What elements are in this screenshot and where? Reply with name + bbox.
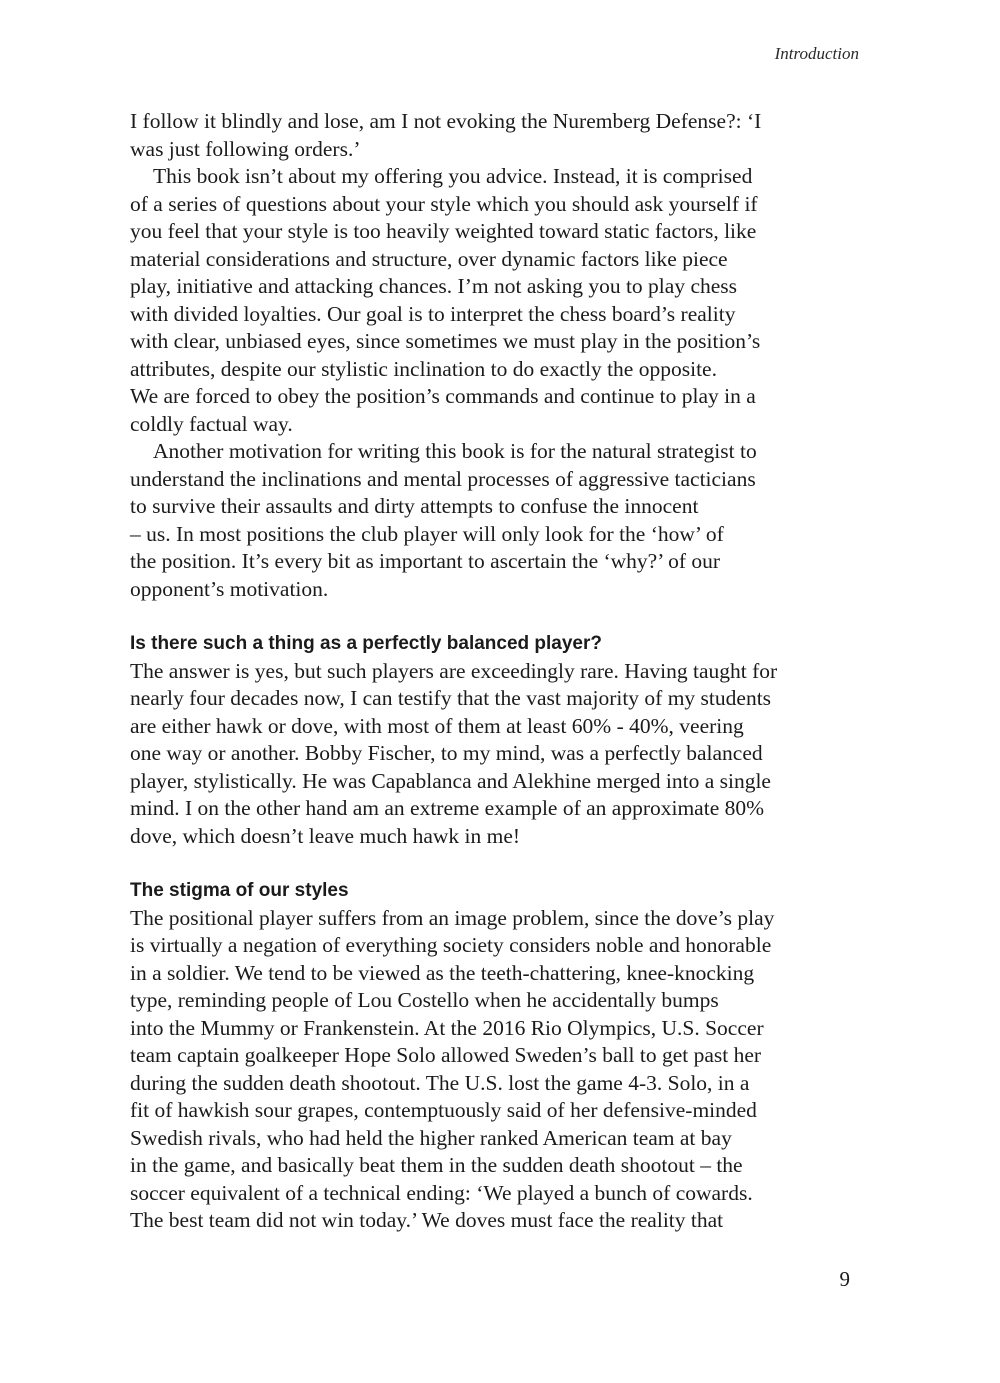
paragraph xyxy=(130,108,867,163)
text-line: understand the inclinations and mental processes of aggressive tacticians xyxy=(130,466,756,491)
text-line: into the Mummy or Frankenstein. At the 2016 Rio Olympics, U.S. Soccer xyxy=(130,1015,764,1040)
text-line: mind. I on the other hand am an extreme example of an approximate 80% xyxy=(130,796,765,820)
text-line: The best team did not win today.’ We doves must face the reality that xyxy=(130,1208,724,1232)
page-number: 9 xyxy=(839,1267,850,1291)
text-line: the position. It’s every bit as important to ascertain the ‘why?’ of our xyxy=(130,549,721,573)
text-line: This book isn’t about my offering you advice. Instead, it is comprised xyxy=(153,164,753,188)
text-line: are either hawk or dove, with most of them at least 60% - 40%, veering xyxy=(130,713,744,738)
section xyxy=(130,603,867,850)
paragraph xyxy=(130,163,867,438)
section-spacer xyxy=(130,850,867,877)
running-head: Introduction xyxy=(774,44,859,63)
paragraph xyxy=(130,658,867,851)
text-line: material considerations and structure, over dynamic factors like piece xyxy=(130,246,728,271)
text-line: player, stylistically. He was Capablanca and Alekhine merged into a single xyxy=(130,768,771,793)
text-line: Another motivation for writing this book is for the natural strategist to xyxy=(153,439,757,463)
text-line: I follow it blindly and lose, am I not evoking the Nuremberg Defense?: ‘I xyxy=(130,109,762,133)
section-spacer xyxy=(130,603,867,630)
text-line: with clear, unbiased eyes, since sometimes we must play in the position’s xyxy=(130,329,761,353)
section xyxy=(130,850,867,1235)
text-line: was just following orders.’ xyxy=(130,136,361,161)
body-text xyxy=(130,108,867,1235)
intro-section xyxy=(130,108,867,603)
text-line: dove, which doesn’t leave much hawk in me! xyxy=(130,823,521,848)
text-line: fit of hawkish sour grapes, contemptuously said of her defensive-minded xyxy=(130,1098,757,1122)
text-line: The positional player suffers from an image problem, since the dove’s play xyxy=(130,905,775,930)
text-line: play, initiative and attacking chances. I’m not asking you to play chess xyxy=(130,274,738,298)
text-line: to survive their assaults and dirty attempts to confuse the innocent xyxy=(130,494,699,518)
text-line: nearly four decades now, I can testify that the vast majority of my students xyxy=(130,686,772,710)
text-line: you feel that your style is too heavily weighted toward static factors, like xyxy=(130,219,757,243)
paragraph xyxy=(130,438,867,603)
text-line: soccer equivalent of a technical ending: ‘We played a bunch of cowards. xyxy=(130,1180,753,1205)
text-line: opponent’s motivation. xyxy=(130,576,329,601)
text-line: coldly factual way. xyxy=(130,411,293,436)
text-line: team captain goalkeeper Hope Solo allowed Sweden’s ball to get past her xyxy=(130,1043,762,1067)
text-line: – us. In most positions the club player will only look for the ‘how’ of xyxy=(130,521,724,546)
text-line: is virtually a negation of everything society considers noble and honorable xyxy=(130,933,772,957)
text-line: one way or another. Bobby Fischer, to my mind, was a perfectly balanced xyxy=(130,741,763,765)
text-line: of a series of questions about your style which you should ask yourself if xyxy=(130,191,758,216)
text-line: in the game, and basically beat them in the sudden death shootout – the xyxy=(130,1153,743,1177)
text-line: with divided loyalties. Our goal is to interpret the chess board’s reality xyxy=(130,301,736,326)
section-heading: The stigma of our styles xyxy=(130,880,349,901)
text-line: type, reminding people of Lou Costello when he accidentally bumps xyxy=(130,988,719,1012)
text-line: attributes, despite our stylistic inclination to do exactly the opposite. xyxy=(130,356,717,381)
text-line: The answer is yes, but such players are exceedingly rare. Having taught for xyxy=(130,658,778,683)
text-line: in a soldier. We tend to be viewed as the teeth-chattering, knee-knocking xyxy=(130,960,755,985)
text-line: during the sudden death shootout. The U.S. lost the game 4-3. Solo, in a xyxy=(130,1070,750,1095)
text-line: Swedish rivals, who had held the higher ranked American team at bay xyxy=(130,1125,732,1150)
paragraph xyxy=(130,905,867,1235)
section-heading: Is there such a thing as a perfectly balanced player? xyxy=(130,633,603,654)
text-line: We are forced to obey the position’s commands and continue to play in a xyxy=(130,384,756,408)
